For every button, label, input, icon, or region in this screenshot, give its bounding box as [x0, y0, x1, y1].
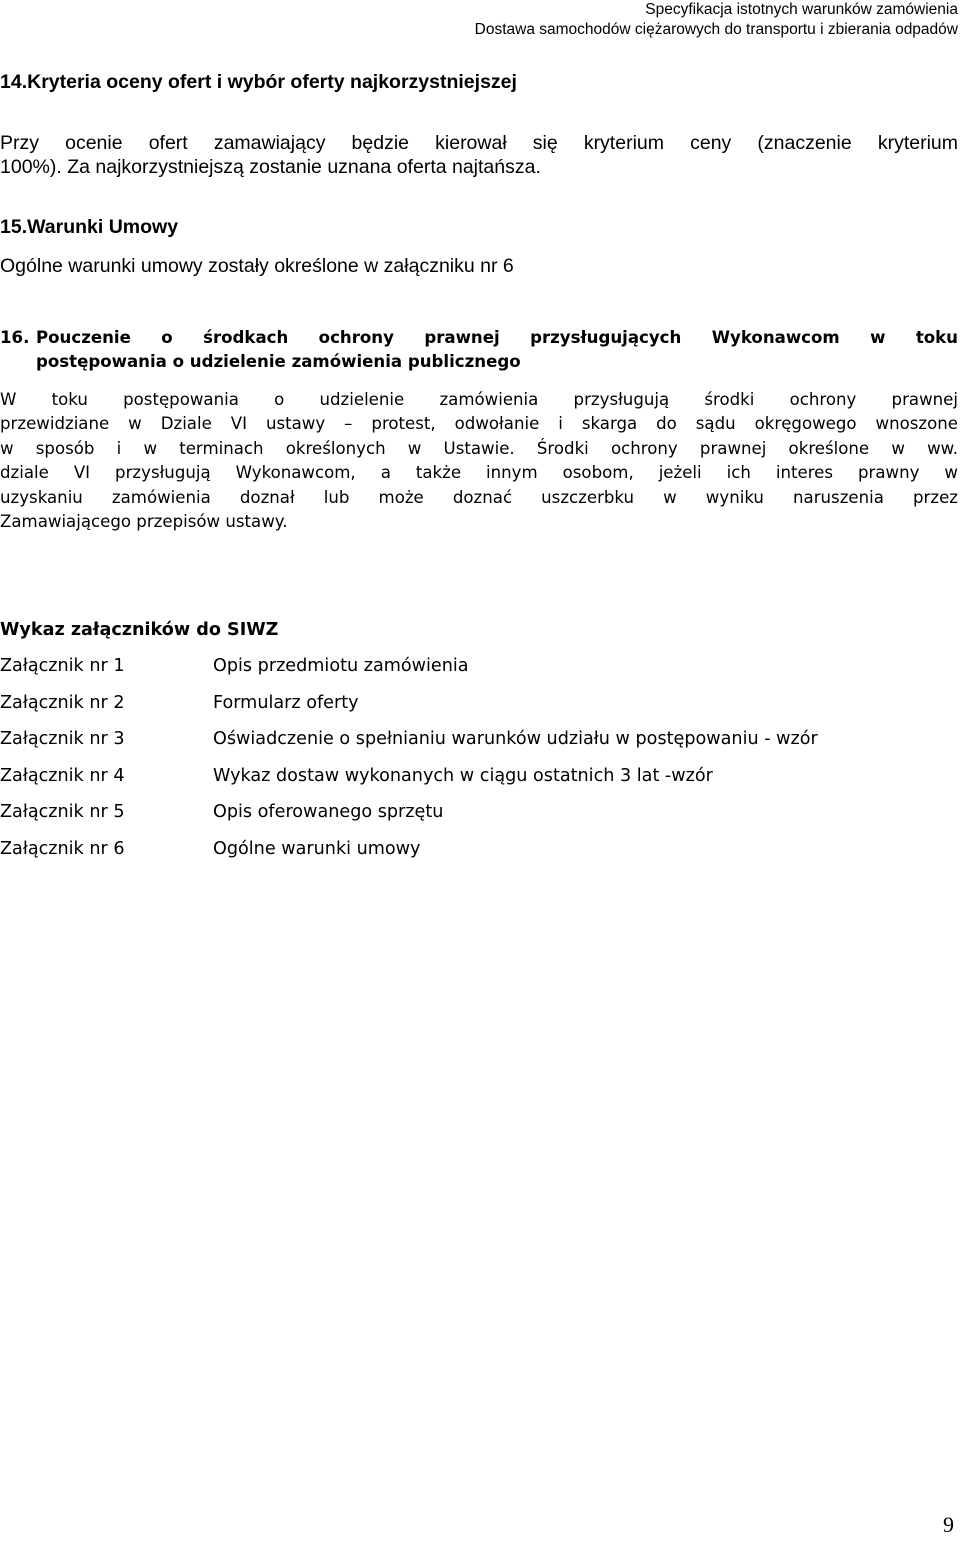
attachment-description: Opis przedmiotu zamówienia — [213, 656, 469, 676]
section-16-number: 16. — [0, 328, 30, 347]
section-14-text-line-2: 100%). Za najkorzystniejszą zostanie uznana oferta najtańsza. — [0, 156, 541, 178]
attachment-label: Załącznik nr 6 — [0, 839, 125, 859]
section-16-text-line-6: Zamawiającego przepisów ustawy. — [0, 512, 288, 531]
attachment-description: Oświadczenie o spełnianiu warunków udziału w postępowaniu - wzór — [213, 729, 818, 749]
attachment-label: Załącznik nr 3 — [0, 729, 125, 749]
attachments-heading: Wykaz załączników do SIWZ — [0, 620, 279, 640]
section-16-text-line-1: W toku postępowania o udzielenie zamówienia przysługują środki ochrony prawnej — [0, 390, 958, 409]
attachment-label: Załącznik nr 2 — [0, 693, 125, 713]
section-16-text-line-3: w sposób i w terminach określonych w Ustawie. Środki ochrony prawnej określone w ww. — [0, 439, 958, 458]
attachment-description: Ogólne warunki umowy — [213, 839, 421, 859]
page-number: 9 — [943, 1512, 954, 1537]
attachment-description: Opis oferowanego sprzętu — [213, 802, 444, 822]
attachment-description: Formularz oferty — [213, 693, 359, 713]
section-16-heading-line-2: postępowania o udzielenie zamówienia publicznego — [36, 352, 521, 371]
page-header — [475, 0, 958, 40]
section-16-text-line-5: uzyskaniu zamówienia doznał lub może doznać uszczerbku w wyniku naruszenia przez — [0, 488, 958, 507]
attachment-description: Wykaz dostaw wykonanych w ciągu ostatnich 3 lat -wzór — [213, 766, 713, 786]
attachment-label: Załącznik nr 1 — [0, 656, 125, 676]
header-title: Specyfikacja istotnych warunków zamówienia — [645, 1, 958, 18]
attachment-label: Załącznik nr 5 — [0, 802, 125, 822]
section-15-text: Ogólne warunki umowy zostały określone w załączniku nr 6 — [0, 255, 514, 277]
section-16-text-line-4: dziale VI przysługują Wykonawcom, a także innym osobom, jeżeli ich interes prawny w — [0, 463, 958, 482]
section-14-heading: 14.Kryteria oceny ofert i wybór oferty najkorzystniejszej — [0, 71, 517, 93]
section-14-text-line-1: Przy ocenie ofert zamawiający będzie kierował się kryterium ceny (znaczenie kryterium — [0, 132, 958, 154]
section-16-heading-line-1: Pouczenie o środkach ochrony prawnej przysługujących Wykonawcom w toku — [36, 328, 958, 347]
header-subtitle: Dostawa samochodów ciężarowych do transportu i zbierania odpadów — [474, 21, 958, 38]
section-16-text-line-2: przewidziane w Dziale VI ustawy – protest, odwołanie i skarga do sądu okręgowego wnoszone — [0, 414, 958, 433]
section-15-heading: 15.Warunki Umowy — [0, 216, 179, 238]
attachment-label: Załącznik nr 4 — [0, 766, 125, 786]
